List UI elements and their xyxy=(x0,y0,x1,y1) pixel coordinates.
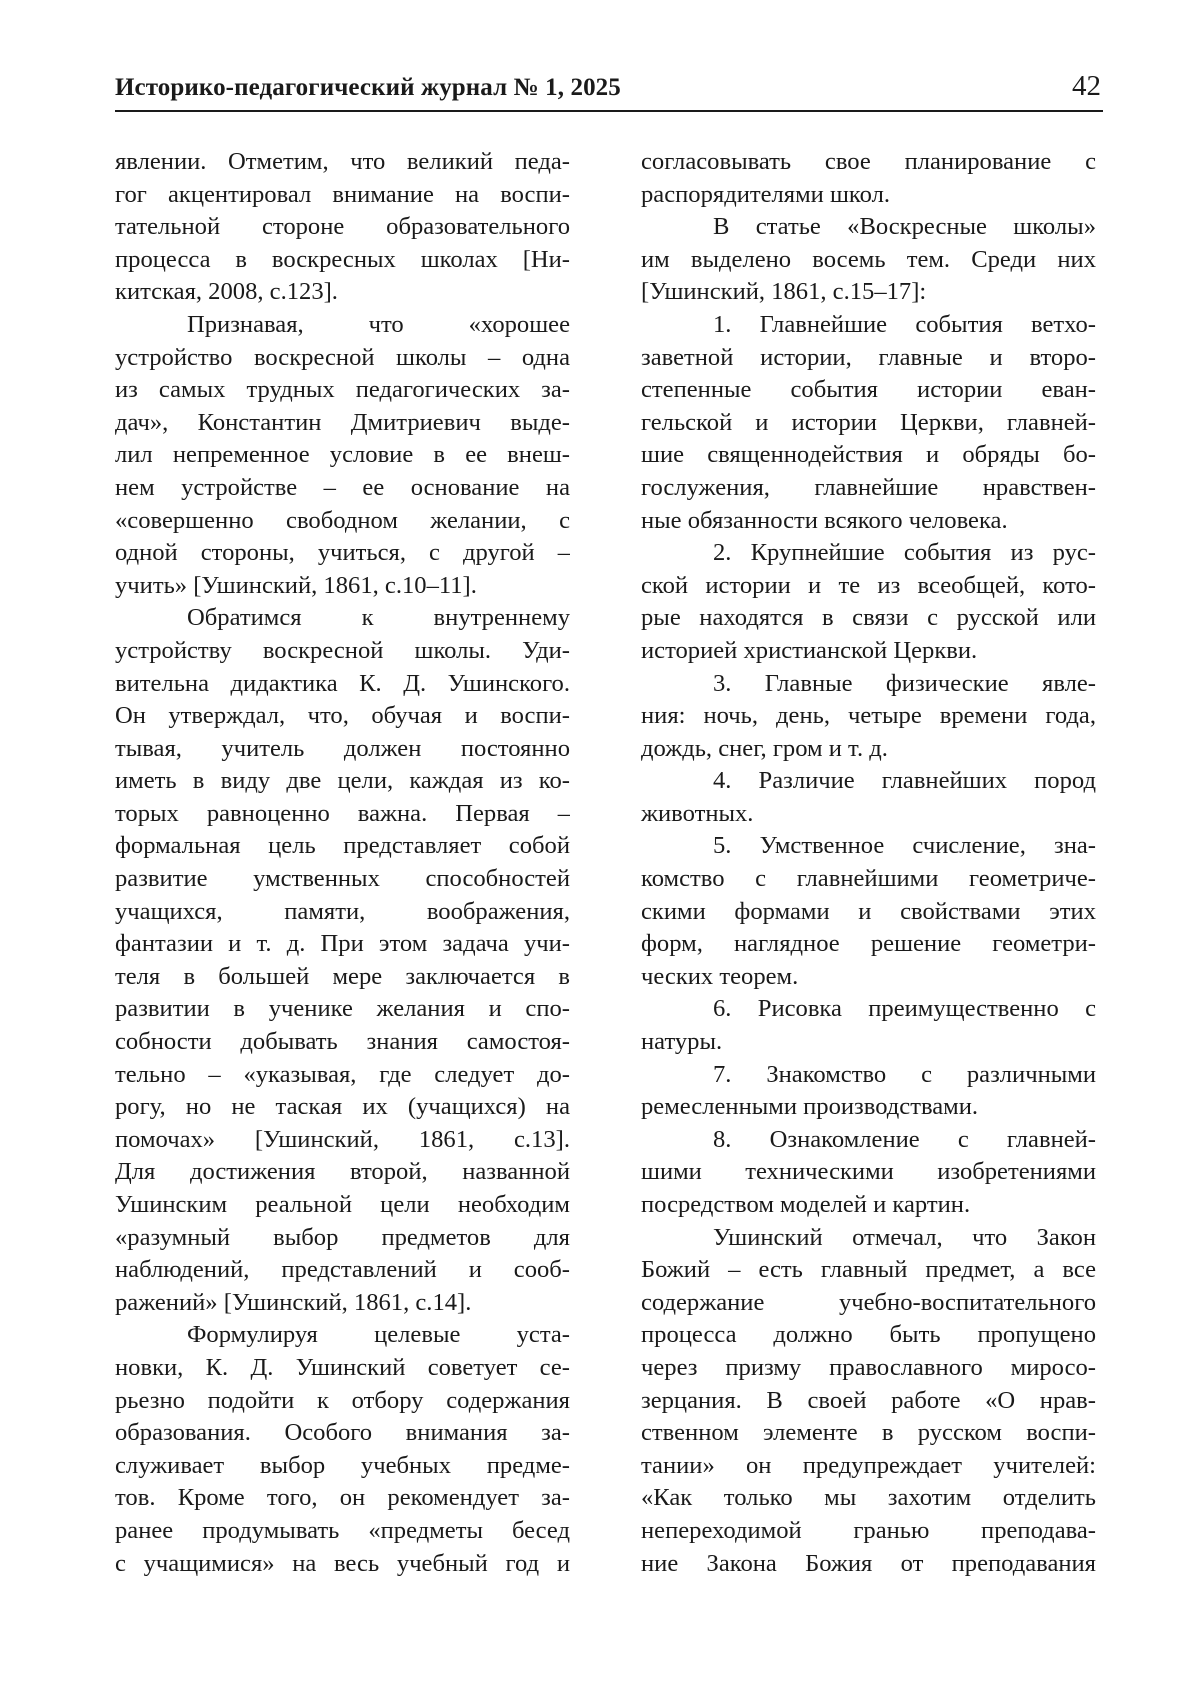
text-line: согласовывать свое планирование с xyxy=(641,148,1096,175)
text-line: [Ушинский, 1861, с.15–17]: xyxy=(641,278,927,306)
text-line: животных. xyxy=(641,799,754,827)
text-line: ния: ночь, день, четыре времени года, xyxy=(641,702,1096,730)
text-line: тательной стороне образовательного xyxy=(115,213,570,241)
text-line: ремесленными производствами. xyxy=(641,1093,979,1121)
text-line: учащихся, памяти, воображения, xyxy=(115,897,570,925)
text-line: ные обязанности всякого человека. xyxy=(641,506,1008,534)
text-line: собности добывать знания самостоя- xyxy=(115,1028,570,1056)
text-line: «разумный выбор предметов для xyxy=(115,1223,570,1251)
text-line: ражений» [Ушинский, 1861, с.14]. xyxy=(115,1288,472,1316)
text-line: дач», Константин Дмитриевич выде- xyxy=(115,408,570,436)
text-line: содержание учебно-воспитательного xyxy=(641,1288,1096,1316)
text-line: 1. Главнейшие события ветхо- xyxy=(713,310,1096,338)
text-line: 3. Главные физические явле- xyxy=(713,669,1096,697)
text-line: 7. Знакомство с различными xyxy=(713,1060,1096,1088)
text-line: Для достижения второй, названной xyxy=(115,1158,570,1186)
text-line: устройство воскресной школы – одна xyxy=(115,343,570,371)
text-line: степенные события истории еван- xyxy=(641,376,1096,404)
text-line: им выделено восемь тем. Среди них xyxy=(641,245,1096,273)
text-line: непереходимой гранью преподава- xyxy=(641,1516,1096,1544)
text-line: вительна дидактика К. Д. Ушинского. xyxy=(115,669,570,697)
text-line: историей христианской Церкви. xyxy=(641,636,978,664)
text-line: через призму православного миросо- xyxy=(641,1353,1096,1381)
text-line: нем устройстве – ее основание на xyxy=(115,473,570,501)
text-line: скими формами и свойствами этих xyxy=(641,897,1096,925)
text-line: явлении. Отметим, что великий педа- xyxy=(115,148,570,175)
text-line: «Как только мы захотим отделить xyxy=(641,1484,1096,1512)
text-line: тельно – «указывая, где следует до- xyxy=(115,1060,570,1088)
text-line: гельской и истории Церкви, главней- xyxy=(641,408,1096,436)
text-line: 2. Крупнейшие события из рус- xyxy=(713,539,1096,567)
text-line: ние Закона Божия от преподавания xyxy=(641,1549,1096,1577)
text-line: посредством моделей и картин. xyxy=(641,1191,971,1218)
text-line: рые находятся в связи с русской или xyxy=(641,604,1096,632)
text-line: процесса в воскресных школах [Ни- xyxy=(115,245,570,273)
running-header xyxy=(115,70,1103,112)
text-line: наблюдений, представлений и сооб- xyxy=(115,1256,570,1284)
text-line: рьезно подойти к отбору содержания xyxy=(115,1386,570,1414)
text-line: заветной истории, главные и второ- xyxy=(641,343,1096,371)
text-line: с учащимися» на весь учебный год и xyxy=(115,1549,570,1577)
text-line: «совершенно свободном желании, с xyxy=(115,506,570,534)
text-line: 6. Рисовка преимущественно с xyxy=(713,995,1096,1023)
text-line: дождь, снег, гром и т. д. xyxy=(641,734,888,762)
text-line: тывая, учитель должен постоянно xyxy=(115,734,570,762)
left-text-column xyxy=(115,146,570,1580)
text-line: шие священнодействия и обряды бо- xyxy=(641,441,1096,469)
text-line: тов. Кроме того, он рекомендует за- xyxy=(115,1484,570,1512)
text-line: гог акцентировал внимание на воспи- xyxy=(115,180,570,208)
text-line: Ушинский отмечал, что Закон xyxy=(713,1223,1096,1251)
text-line: Признавая, что «хорошее xyxy=(187,310,570,338)
text-line: 5. Умственное счисление, зна- xyxy=(713,832,1096,860)
text-line: ской истории и те из всеобщей, кото- xyxy=(641,571,1096,599)
page-number: 42 xyxy=(1072,70,1101,102)
text-line: устройству воскресной школы. Уди- xyxy=(115,636,570,664)
text-line: ческих теорем. xyxy=(641,962,799,990)
text-line: 8. Ознакомление с главней- xyxy=(713,1125,1096,1153)
text-line: форм, наглядное решение геометри- xyxy=(641,930,1096,958)
text-line: иметь в виду две цели, каждая из ко- xyxy=(115,767,570,795)
text-line: шими техническими изобретениями xyxy=(641,1158,1096,1186)
text-line: тании» он предупреждает учителей: xyxy=(641,1451,1096,1479)
text-line: Обратимся к внутреннему xyxy=(187,604,570,632)
text-line: процесса должно быть пропущено xyxy=(641,1321,1096,1349)
text-line: Божий – есть главный предмет, а все xyxy=(641,1256,1096,1284)
text-line: гослужения, главнейшие нравствен- xyxy=(641,473,1096,501)
text-line: развитии в ученике желания и спо- xyxy=(115,995,570,1023)
text-line: формальная цель представляет собой xyxy=(115,832,570,860)
text-line: Формулируя целевые уста- xyxy=(187,1321,570,1349)
text-line: 4. Различие главнейших пород xyxy=(713,767,1096,795)
text-line: В статье «Воскресные школы» xyxy=(713,213,1096,241)
right-text-column xyxy=(641,146,1096,1580)
text-line: Он утверждал, что, обучая и воспи- xyxy=(115,702,570,730)
journal-title: Историко-педагогический журнал № 1, 2025 xyxy=(115,74,621,101)
text-line: китская, 2008, с.123]. xyxy=(115,278,338,306)
text-line: лил непременное условие в ее внеш- xyxy=(115,441,570,469)
text-line: Ушинским реальной цели необходим xyxy=(115,1191,570,1218)
text-line: распорядителями школ. xyxy=(641,180,891,208)
text-line: одной стороны, учиться, с другой – xyxy=(115,539,570,567)
text-line: рогу, но не таская их (учащихся) на xyxy=(115,1093,570,1121)
text-line: новки, К. Д. Ушинский советует се- xyxy=(115,1353,570,1381)
text-line: помочах» [Ушинский, 1861, с.13]. xyxy=(115,1125,570,1153)
text-line: фантазии и т. д. При этом задача учи- xyxy=(115,930,570,958)
text-line: теля в большей мере заключается в xyxy=(115,962,570,990)
text-line: торых равноценно важна. Первая – xyxy=(115,799,570,827)
text-line: образования. Особого внимания за- xyxy=(115,1419,570,1447)
text-line: из самых трудных педагогических за- xyxy=(115,376,570,404)
text-line: ранее продумывать «предметы бесед xyxy=(115,1516,570,1544)
text-line: учить» [Ушинский, 1861, с.10–11]. xyxy=(115,571,477,599)
text-line: развитие умственных способностей xyxy=(115,865,570,893)
text-line: комство с главнейшими геометриче- xyxy=(641,865,1096,893)
text-line: зерцания. В своей работе «О нрав- xyxy=(641,1386,1096,1414)
text-line: натуры. xyxy=(641,1028,723,1056)
text-line: служивает выбор учебных предме- xyxy=(115,1451,570,1479)
text-line: ственном элементе в русском воспи- xyxy=(641,1419,1096,1447)
